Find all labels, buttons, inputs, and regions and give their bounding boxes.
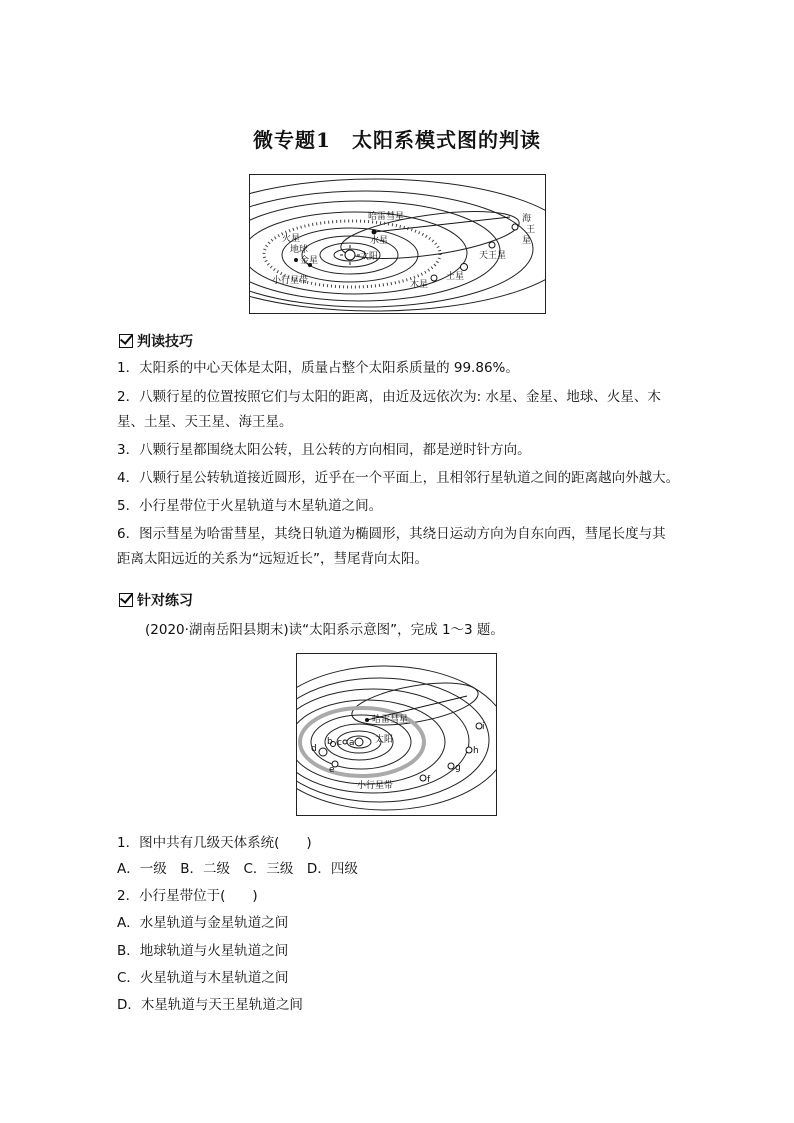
tip-line: 1．太阳系的中心天体是太阳，质量占整个太阳系质量的 99.86%。 — [117, 360, 519, 376]
tip-line: 5．小行星带位于火星轨道与木星轨道之间。 — [117, 498, 383, 514]
label-c: c — [337, 738, 342, 748]
question-2-option-a: A．水星轨道与金星轨道之间 — [117, 915, 289, 931]
label-saturn: 土星 — [446, 272, 465, 282]
label-d: d — [311, 744, 317, 754]
section-heading-tips — [119, 331, 193, 351]
solar-system-diagram-2 — [296, 653, 497, 816]
question-1: 1．图中共有几级天体系统( ) — [117, 835, 312, 851]
label-h: h — [473, 746, 479, 756]
label-mercury: 水星 — [370, 236, 389, 246]
question-2-option-d: D．木星轨道与天王星轨道之间 — [117, 997, 303, 1013]
question-1-options: A．一级 B．二级 C．三级 D．四级 — [117, 861, 358, 877]
label-b: b — [327, 737, 333, 747]
label-halley: 哈雷彗星 — [368, 212, 405, 222]
checkbox-icon — [119, 334, 133, 348]
label-sun: 太阳 — [375, 735, 394, 745]
tip-line: 4．八颗行星公转轨道接近圆形，近乎在一个平面上，且相邻行星轨道之间的距离越向外越大。 — [117, 470, 680, 486]
label-neptune-3: 星 — [522, 236, 532, 246]
tip-line: 6．图示彗星为哈雷彗星，其绕日轨道为椭圆形，其绕日运动方向为自东向西，彗尾长度与其 — [117, 526, 666, 542]
label-earth: 地球 — [290, 245, 309, 255]
question-2-option-c: C．火星轨道与木星轨道之间 — [117, 970, 289, 986]
label-f: f — [427, 775, 431, 785]
label-uranus: 天王星 — [479, 251, 507, 261]
checkbox-icon — [119, 593, 133, 607]
page-title: 微专题1 太阳系模式图的判读 — [253, 128, 541, 152]
practice-intro: (2020·湖南岳阳县期末)读“太阳系示意图”，完成 1～3 题。 — [145, 622, 504, 638]
label-sun: 太阳 — [360, 252, 379, 262]
label-neptune-2: 王 — [526, 225, 536, 235]
solar-system-diagram-1 — [249, 174, 546, 314]
section-heading-text: 判读技巧 — [137, 334, 193, 350]
label-neptune-1: 海 — [522, 214, 532, 224]
tip-line: 2．八颗行星的位置按照它们与太阳的距离，由近及远依次为: 水星、金星、地球、火星、木 — [117, 389, 661, 405]
label-venus: 金星 — [300, 256, 319, 266]
label-mars: 火星 — [282, 234, 301, 244]
label-asteroid-belt: 小行星带 — [357, 781, 394, 791]
label-i: i — [482, 722, 485, 732]
label-jupiter: 木星 — [410, 280, 429, 290]
section-heading-practice — [119, 590, 193, 610]
label-a: a — [349, 738, 355, 748]
question-2: 2．小行星带位于( ) — [117, 888, 258, 904]
section-heading-text: 针对练习 — [137, 593, 193, 609]
label-asteroid-belt: 小行星带 — [272, 276, 309, 286]
question-2-option-b: B．地球轨道与火星轨道之间 — [117, 943, 289, 959]
label-halley: 哈雷彗星 — [372, 715, 409, 725]
label-e: e — [329, 765, 335, 775]
tip-line: 距离太阳远近的关系为“远短近长”，彗尾背向太阳。 — [117, 551, 428, 567]
tip-line: 3．八颗行星都围绕太阳公转，且公转的方向相同，都是逆时针方向。 — [117, 442, 531, 458]
label-g: g — [455, 763, 461, 773]
tip-line: 星、土星、天王星、海王星。 — [117, 414, 293, 430]
